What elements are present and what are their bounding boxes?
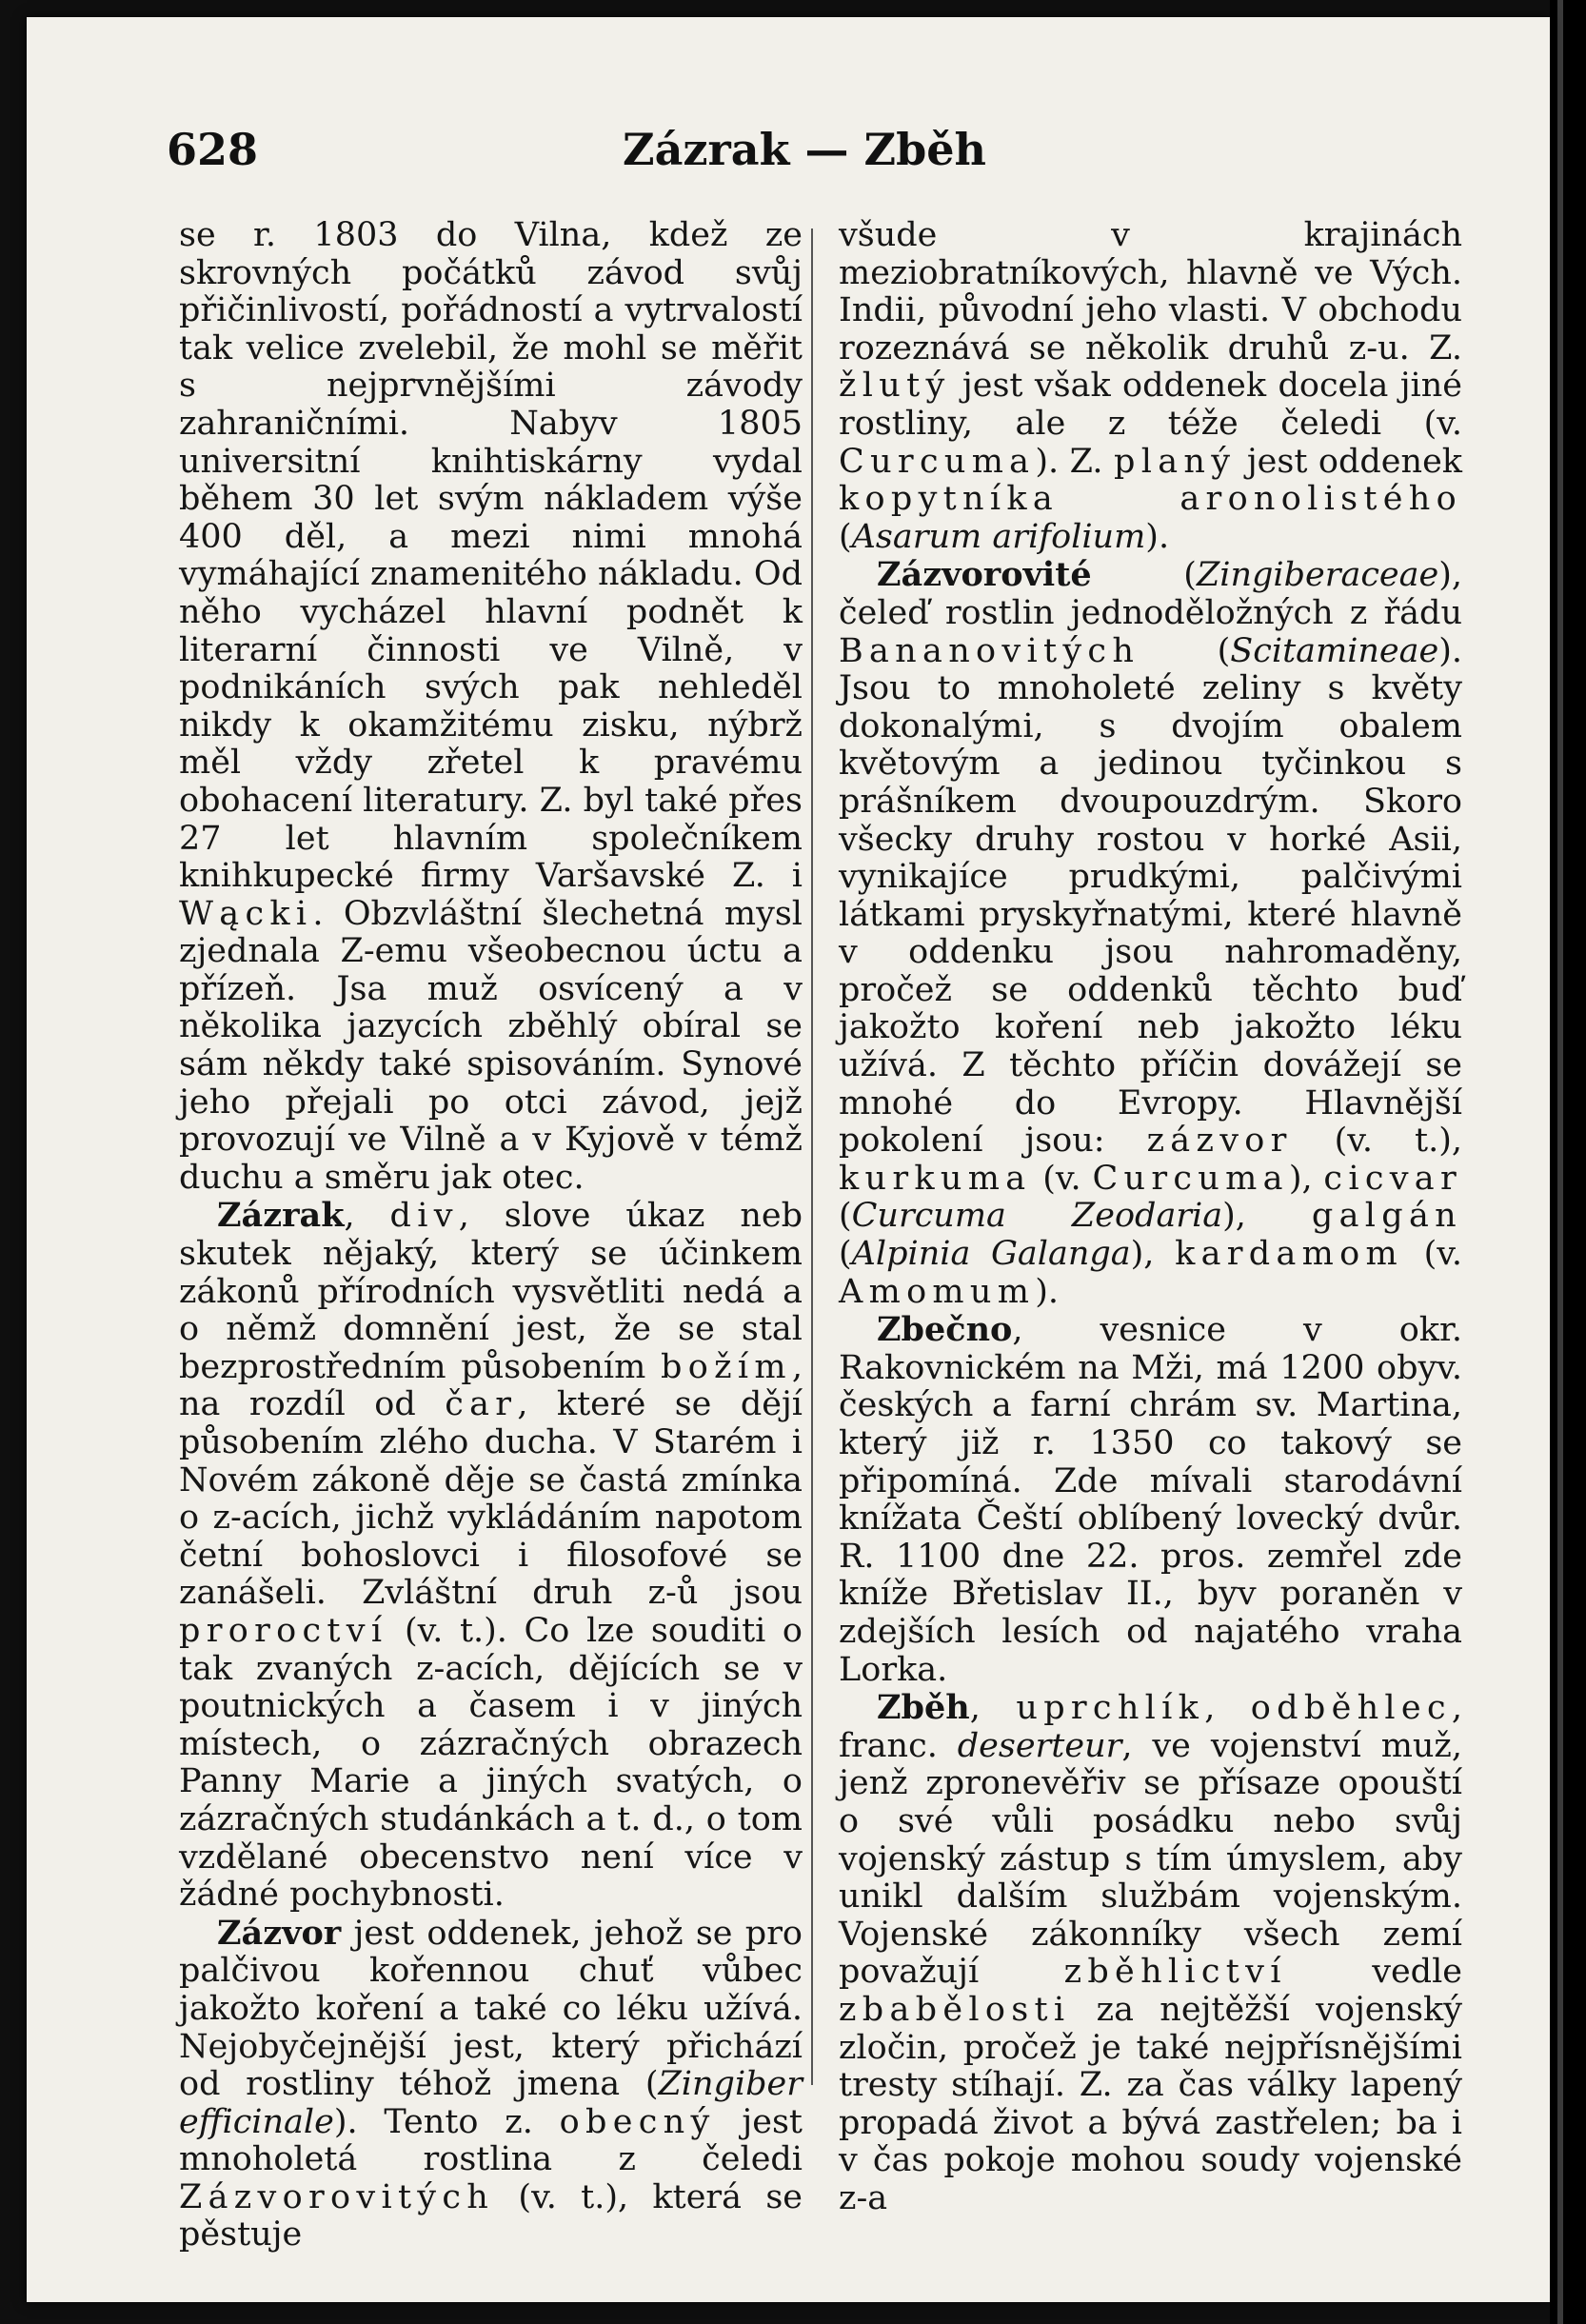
text: všude v krajinách meziobratníkových, hlavně ve Vých. Indii, původní jeho vlasti. V obchodu rozeznává se několik druhů z-u. Z. [839, 216, 1462, 367]
text: , které se dějí působením zlého ducha. V Starém i Novém zákoně děje se častá zmínka o z-acích, jichž vykládáním napotom četní bohoslovci i filosofové se zanášeli. Zvláštní druh z-ů jsou [179, 1385, 803, 1613]
text: ), čeleď rostlin jednoděložných z řádu [839, 556, 1462, 632]
italic-text: Scitamineae [1230, 631, 1439, 670]
text: ( [1091, 556, 1197, 595]
spaced-text: Bananovitých [839, 631, 1140, 670]
spaced-text: uprchlík [1016, 1689, 1205, 1728]
text: (v. t.). Co lze souditi o tak zvaných z-acích, dějících se v poutnických a časem i v jiných místech, o zázračných obrazech Panny Marie a jiných svatých, o zázračných studánkách a t. d., o tom vzdělané obecenstvo není více v žádné pochybnosti. [179, 1611, 803, 1915]
headword: Zázvor [217, 1913, 342, 1953]
text: , [344, 1197, 390, 1236]
spaced-text: božím [661, 1347, 792, 1386]
italic-text: deserteur [957, 1726, 1122, 1765]
text: ( [839, 1235, 852, 1274]
text: , [1204, 1689, 1251, 1728]
text: (v. t.), která se pěstuje [179, 2177, 803, 2254]
text: ), [1130, 1235, 1176, 1274]
scan-edge-stripe [1557, 0, 1563, 2324]
paragraph-continued [179, 217, 803, 1197]
italic-text: Alpinia Galanga [851, 1235, 1131, 1274]
spaced-text: cicvar [1323, 1159, 1462, 1198]
spaced-text: Amomum [839, 1272, 1036, 1311]
text: ). [1035, 1272, 1060, 1311]
italic-text: Curcuma Zeodaria [851, 1197, 1223, 1236]
scan-edge [1550, 0, 1586, 2324]
running-head [167, 124, 1442, 181]
italic-text: Asarum arifolium [851, 517, 1146, 556]
headword: Zběh [877, 1688, 970, 1728]
spaced-text: div [389, 1197, 459, 1236]
text: , franc. [839, 1689, 1462, 1765]
left-column [179, 217, 803, 2254]
text: ). Jsou to mnoholeté zeliny s květy dokonalými, s dvojím obalem květovým a jedinou tyčinkou s prášníkem dvoupouzdrým. Skoro všecky druhy rostou v horké Asii, vynikajíce prudkými, palčivými látkami pryskyřnatými, které hlavně v oddenku jsou nahromaděny, pročež se oddenků těchto buď jakožto koření neb jakožto léku užívá. Z těchto příčin dovážejí se mnohé do Evropy. Hlavnější pokolení jsou: [839, 631, 1462, 1161]
entry-zazvor [179, 1915, 803, 2254]
text: jest však oddenek docela jiné rostliny, ale z téže čeledi (v. [839, 367, 1462, 443]
italic-text: Zingiberaceae [1196, 556, 1439, 595]
spaced-text: Zázvorovitých [179, 2177, 495, 2216]
text: ( [1140, 631, 1231, 670]
headword: Zázvorovité [877, 555, 1092, 595]
text: (v. t.), [1292, 1122, 1462, 1161]
spaced-text: proroctví [179, 1611, 388, 1650]
spaced-text: kopytníka aronolistého [839, 480, 1462, 519]
spaced-text: Curcuma [839, 442, 1036, 481]
entry-zazrak [179, 1197, 803, 1914]
text: ). [1145, 517, 1170, 556]
text: jest oddenek, jehož se pro palčivou kořennou chuť vůbec jakožto koření a také co léku užívá. Nejobyčejnější jest, který přichází od rostliny téhož jmena ( [179, 1914, 803, 2104]
text: , ve vojenství muž, jenž zpronevěřiv se přísaze opouští o své vůli posádku nebo svůj vojenský zástup s tím úmyslem, aby unikl dalším službám vojenským. Vojenské zákonníky všech zemí považují [839, 1726, 1462, 1992]
text: za nejtěžší vojenský zločin, pročež je také nejpřísnějšími tresty stíhají. Z. za čas války lapený propadá život a bývá zastřelen; ba i v čas pokoje mohou soudy vojenské z-a [839, 1990, 1462, 2217]
spaced-text: obecný [559, 2102, 716, 2141]
entry-zbeh [839, 1689, 1462, 2217]
italic-text: Zingiber efficinale [179, 2065, 803, 2141]
spaced-text: kurkuma [839, 1159, 1032, 1198]
column-rule [811, 228, 813, 2085]
spaced-text: zběhlictví [1063, 1953, 1287, 1992]
text: jest mnoholetá rostlina z čeledi [179, 2102, 803, 2179]
page-number: 628 [167, 124, 259, 175]
spaced-text: Curcuma [1092, 1159, 1289, 1198]
text: ( [839, 1197, 852, 1236]
spaced-text: kardamom [1175, 1235, 1403, 1274]
text: (v. [1403, 1235, 1463, 1274]
spaced-text: zázvor [1146, 1122, 1293, 1161]
right-column [839, 217, 1462, 2217]
headword: Zbečno [877, 1310, 1013, 1350]
spaced-text: planý [1114, 442, 1237, 481]
text: . Obzvláštní šlechetná mysl zjednala Z-emu všeobecnou úctu a přízeň. Jsa muž osvícený a v několika jazycích zběhlý obíral se sám někdy také spisováním. Synové jeho přejali po otci závod, jejž provozují ve Vilně a v Kyjově v témž duchu a směru jak otec. [179, 894, 803, 1197]
spaced-text: Wącki [179, 894, 313, 933]
entry-zbecno [839, 1311, 1462, 1689]
text: (v. [1031, 1159, 1093, 1198]
text: vedle [1286, 1953, 1462, 1992]
spaced-text: čar [445, 1385, 518, 1424]
text: ), [1222, 1197, 1312, 1236]
paragraph-continued [839, 217, 1462, 556]
spaced-text: galgán [1311, 1197, 1463, 1236]
text: , na rozdíl od [179, 1347, 803, 1424]
text: ), [1288, 1159, 1324, 1198]
text: , [969, 1689, 1017, 1728]
entry-zazvorovite [839, 556, 1462, 1311]
text: ). Tento z. [333, 2102, 560, 2141]
spaced-text: zbabělosti [839, 1990, 1071, 2029]
text: , vesnice v okr. Rakovnickém na Mži, má 1200 obyv. českých a farní chrám sv. Martina, který již r. 1350 co takový se připomíná. Zde mívali starodávní knížata Čeští oblíbený lovecký dvůr. R. 1100 dne 22. pros. zemřel zde kníže Břetislav II., byv poraněn v zdejších lesích od najatého vraha Lorka. [839, 1311, 1462, 1689]
headword: Zázrak [217, 1196, 345, 1236]
text: jest oddenek [1236, 442, 1462, 481]
spaced-text: žlutý [839, 367, 951, 406]
page-title: Zázrak — Zběh [623, 124, 986, 175]
text: ( [839, 517, 852, 556]
text: , slove úkaz neb skutek nějaký, který se účinkem zákonů přírodních vysvětliti nedá a o němž domnění jest, že se stal bezprostředním působením [179, 1197, 803, 1386]
text: ). Z. [1035, 442, 1115, 481]
spaced-text: odběhlec [1250, 1689, 1452, 1728]
text: se r. 1803 do Vilna, kdež ze skrovných počátků závod svůj přičinlivostí, pořádností a vytrvalostí tak velice zvelebil, že mohl se měřit s nejprvnějšími závody zahraničními. Nabyv 1805 universitní knihtiskárny vydal během 30 let svým nákladem výše 400 děl, a mezi nimi mnohá vymáhající znamenitého nákladu. Od něho vycházel hlavní podnět k literarní činnosti ve Vilně, v podnikáních svých pak nehleděl nikdy k okamžitému zisku, nýbrž měl vždy zřetel k pravému obohacení literatury. Z. byl také přes 27 let hlavním společníkem knihkupecké firmy Varšavské Z. i [179, 216, 803, 896]
